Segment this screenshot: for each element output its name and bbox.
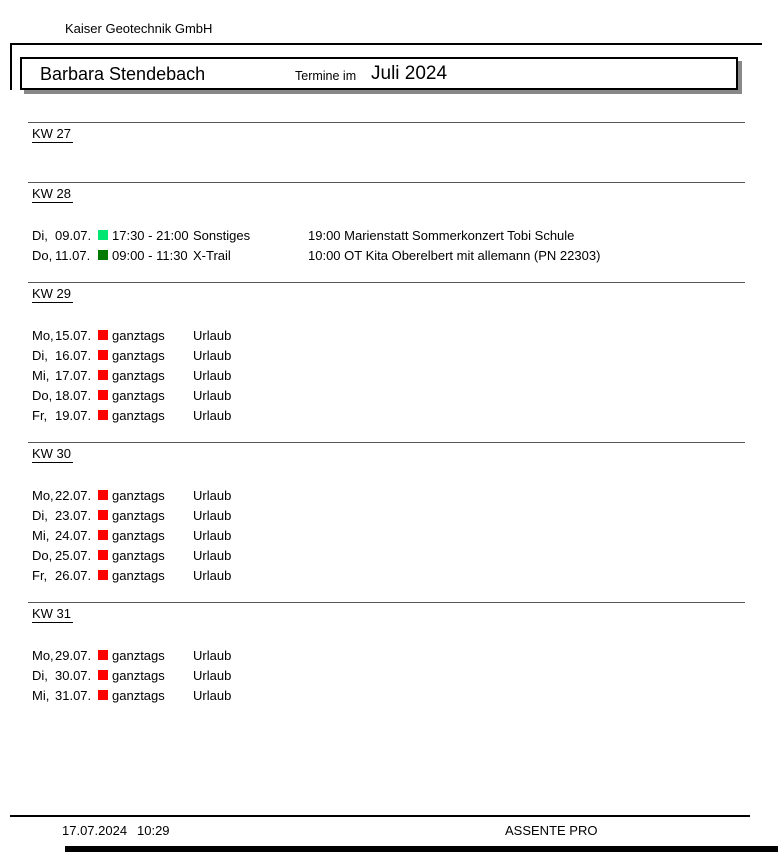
date-label: 30.07. [55, 668, 92, 683]
category-color-swatch [98, 530, 108, 540]
time-label: ganztags [112, 368, 165, 383]
person-name: Barbara Stendebach [40, 64, 206, 84]
week-label: KW 30 [32, 446, 72, 461]
appointment-row [28, 386, 745, 406]
category-label: Urlaub [193, 508, 232, 523]
time-label: ganztags [112, 668, 165, 683]
header-rule [10, 43, 762, 45]
appointment-row [28, 486, 745, 506]
section-separator [28, 182, 745, 183]
time-label: ganztags [112, 648, 165, 663]
day-label: Mi, [32, 528, 50, 543]
week-section [28, 282, 745, 426]
time-label: ganztags [112, 488, 165, 503]
category-color-swatch [98, 350, 108, 360]
company-name: Kaiser Geotechnik GmbH [65, 21, 213, 36]
time-label: ganztags [112, 348, 165, 363]
day-label: Do, [32, 388, 53, 403]
day-label: Fr, [32, 408, 48, 423]
day-label: Fr, [32, 568, 48, 583]
category-label: Urlaub [193, 568, 232, 583]
section-separator [28, 122, 745, 123]
appointment-row [28, 366, 745, 386]
category-label: Urlaub [193, 408, 232, 423]
time-label: ganztags [112, 508, 165, 523]
category-color-swatch [98, 370, 108, 380]
day-label: Mo, [32, 328, 54, 343]
day-label: Di, [32, 668, 48, 683]
category-label: Urlaub [193, 648, 232, 663]
category-color-swatch [98, 690, 108, 700]
day-label: Di, [32, 508, 48, 523]
time-label: ganztags [112, 388, 165, 403]
appointment-row [28, 226, 745, 246]
category-color-swatch [98, 490, 108, 500]
appointment-row [28, 406, 745, 426]
appointment-rows [28, 486, 745, 586]
appointment-row [28, 666, 745, 686]
section-separator [28, 442, 745, 443]
date-label: 22.07. [55, 488, 92, 503]
time-label: ganztags [112, 688, 165, 703]
week-label: KW 31 [32, 606, 72, 621]
date-label: 23.07. [55, 508, 92, 523]
day-label: Mo, [32, 648, 54, 663]
appointment-row [28, 566, 745, 586]
appointment-rows [28, 226, 745, 266]
day-label: Do, [32, 548, 53, 563]
time-label: ganztags [112, 568, 165, 583]
category-label: Urlaub [193, 668, 232, 683]
print-date: 17.07.2024 [62, 823, 128, 838]
category-color-swatch [98, 550, 108, 560]
appointment-row [28, 646, 745, 666]
description-label: 10:00 OT Kita Oberelbert mit allemann (PN 22303) [308, 248, 601, 263]
footer-rule [10, 815, 750, 817]
section-separator [28, 602, 745, 603]
day-label: Di, [32, 228, 48, 243]
category-color-swatch [98, 390, 108, 400]
date-label: 15.07. [55, 328, 92, 343]
category-color-swatch [98, 650, 108, 660]
category-color-swatch [98, 510, 108, 520]
category-label: Urlaub [193, 688, 232, 703]
print-time: 10:29 [137, 823, 170, 838]
date-label: 25.07. [55, 548, 92, 563]
title-subtitle-prefix: Termine im [295, 69, 357, 83]
header-left-tick [10, 43, 12, 90]
appointment-row [28, 526, 745, 546]
category-label: Sonstiges [193, 228, 251, 243]
date-label: 26.07. [55, 568, 92, 583]
date-label: 11.07. [55, 248, 91, 263]
week-sections [28, 122, 745, 722]
category-label: Urlaub [193, 368, 232, 383]
app-name: ASSENTE PRO [505, 823, 598, 838]
page-bottom-bar [65, 846, 778, 852]
day-label: Mo, [32, 488, 54, 503]
category-color-swatch [98, 230, 108, 240]
date-label: 19.07. [55, 408, 92, 423]
week-section [28, 602, 745, 706]
category-color-swatch [98, 330, 108, 340]
week-section [28, 182, 745, 266]
week-label: KW 28 [32, 186, 72, 201]
category-label: Urlaub [193, 528, 232, 543]
category-color-swatch [98, 250, 108, 260]
time-label: 09:00 - 11:30 [112, 248, 188, 263]
time-label: ganztags [112, 328, 165, 343]
date-label: 31.07. [55, 688, 92, 703]
date-label: 24.07. [55, 528, 92, 543]
category-label: Urlaub [193, 328, 232, 343]
category-label: Urlaub [193, 488, 232, 503]
category-label: Urlaub [193, 388, 232, 403]
category-color-swatch [98, 670, 108, 680]
week-label: KW 27 [32, 126, 72, 141]
week-label: KW 29 [32, 286, 72, 301]
time-label: ganztags [112, 528, 165, 543]
time-label: ganztags [112, 408, 165, 423]
day-label: Mi, [32, 688, 50, 703]
week-section [28, 122, 745, 166]
title-month: Juli 2024 [371, 63, 448, 84]
category-label: Urlaub [193, 548, 232, 563]
category-color-swatch [98, 410, 108, 420]
appointment-row [28, 686, 745, 706]
appointment-rows [28, 326, 745, 426]
week-section [28, 442, 745, 586]
date-label: 17.07. [55, 368, 92, 383]
date-label: 29.07. [55, 648, 92, 663]
appointment-row [28, 346, 745, 366]
time-label: ganztags [112, 548, 165, 563]
date-label: 18.07. [55, 388, 92, 403]
appointment-rows [28, 646, 745, 706]
day-label: Mi, [32, 368, 50, 383]
category-color-swatch [98, 570, 108, 580]
time-label: 17:30 - 21:00 [112, 228, 189, 243]
category-label: Urlaub [193, 348, 232, 363]
description-label: 19:00 Marienstatt Sommerkonzert Tobi Schule [308, 228, 575, 243]
appointment-row [28, 246, 745, 266]
appointment-row [28, 546, 745, 566]
title-box [20, 57, 738, 90]
date-label: 16.07. [55, 348, 92, 363]
section-separator [28, 282, 745, 283]
appointment-row [28, 506, 745, 526]
footer [0, 823, 780, 839]
category-label: X-Trail [193, 248, 231, 263]
day-label: Di, [32, 348, 48, 363]
day-label: Do, [32, 248, 53, 263]
date-label: 09.07. [55, 228, 92, 243]
appointment-row [28, 326, 745, 346]
